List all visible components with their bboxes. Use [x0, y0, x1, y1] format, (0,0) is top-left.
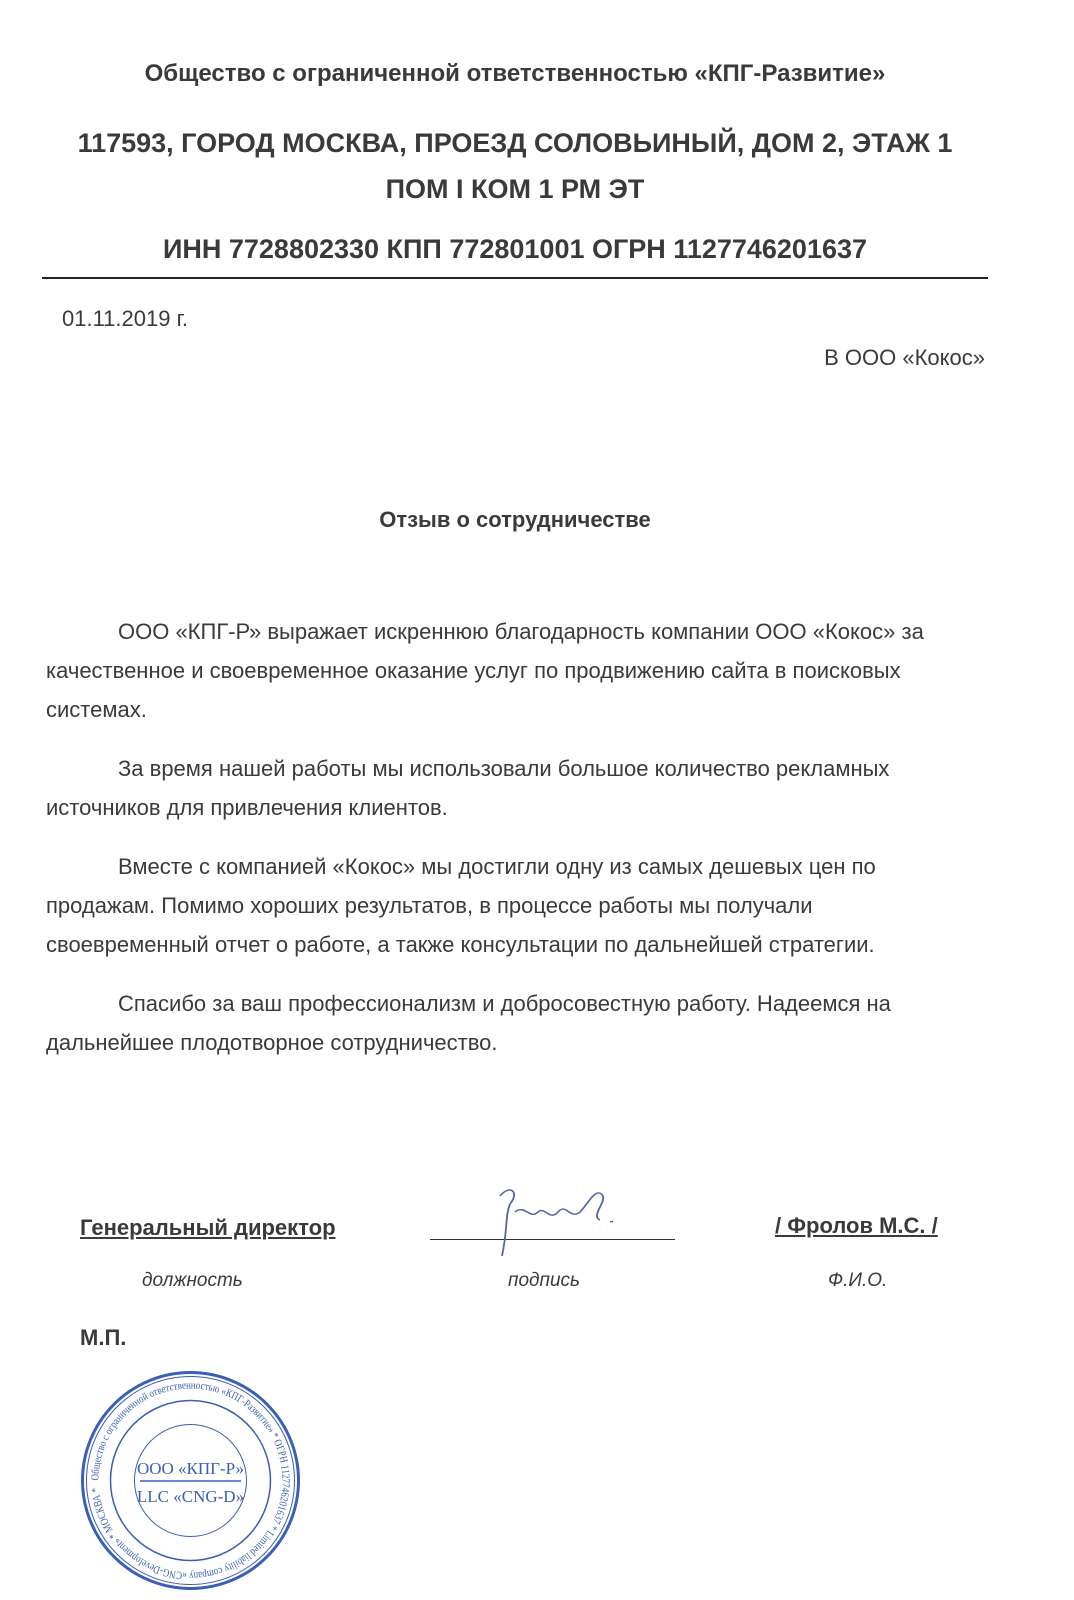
- signatory-name: / Фролов М.С. /: [775, 1213, 938, 1238]
- letter-body: [46, 612, 976, 1082]
- position-caption: должность: [142, 1270, 243, 1291]
- letter-date: 01.11.2019 г.: [62, 306, 189, 331]
- seal-place-label: М.П.: [80, 1325, 127, 1350]
- company-requisites: ИНН 7728802330 КПП 772801001 ОГРН 1127746201637: [162, 234, 868, 264]
- stamp-center-line1: ООО «КПГ-Р»: [136, 1459, 245, 1478]
- handwritten-signature: [470, 1180, 630, 1260]
- header-divider: [42, 277, 988, 279]
- address-line-1: 117593, ГОРОД МОСКВА, ПРОЕЗД СОЛОВЬИНЫЙ, ДОМ 2, ЭТАЖ 1: [77, 128, 953, 158]
- addressee: В ООО «Кокос»: [824, 345, 985, 370]
- company-stamp: [78, 1368, 303, 1593]
- paragraph: Вместе с компанией «Кокос» мы достигли одну из самых дешевых цен по продажам. Помимо хороших результатов, в процессе работы мы получали своевременный отчет о работе, а также консультации по дальнейшей стратегии.: [46, 854, 876, 957]
- letter-title: Отзыв о сотрудничестве: [379, 507, 651, 532]
- company-name: Общество с ограниченной ответственностью «КПГ-Развитие»: [144, 60, 886, 87]
- address-line-2: ПОМ I КОМ 1 РМ ЭТ: [385, 174, 645, 204]
- signatory-position: Генеральный директор: [80, 1215, 336, 1240]
- signature-caption: подпись: [508, 1270, 581, 1291]
- paragraph: За время нашей работы мы использовали большое количество рекламных источников для привлечения клиентов.: [46, 756, 890, 820]
- name-caption: Ф.И.О.: [828, 1270, 888, 1291]
- company-address: [0, 120, 1030, 212]
- paragraph: ООО «КПГ-Р» выражает искреннюю благодарность компании ООО «Кокос» за качественное и своевременное оказание услуг по продвижению сайта в поисковых системах.: [46, 619, 924, 722]
- stamp-center-line2: LLC «CNG-D»: [136, 1487, 245, 1506]
- paragraph: Спасибо за ваш профессионализм и добросовестную работу. Надеемся на дальнейшее плодотворное сотрудничество.: [46, 991, 891, 1055]
- stamp-ring-text: Общество с ограниченной ответственностью «КПГ-Развитие» * ОГРН 1127746201637 * Limited liability company «CNG-Development» * МОСКВА *: [89, 1379, 292, 1582]
